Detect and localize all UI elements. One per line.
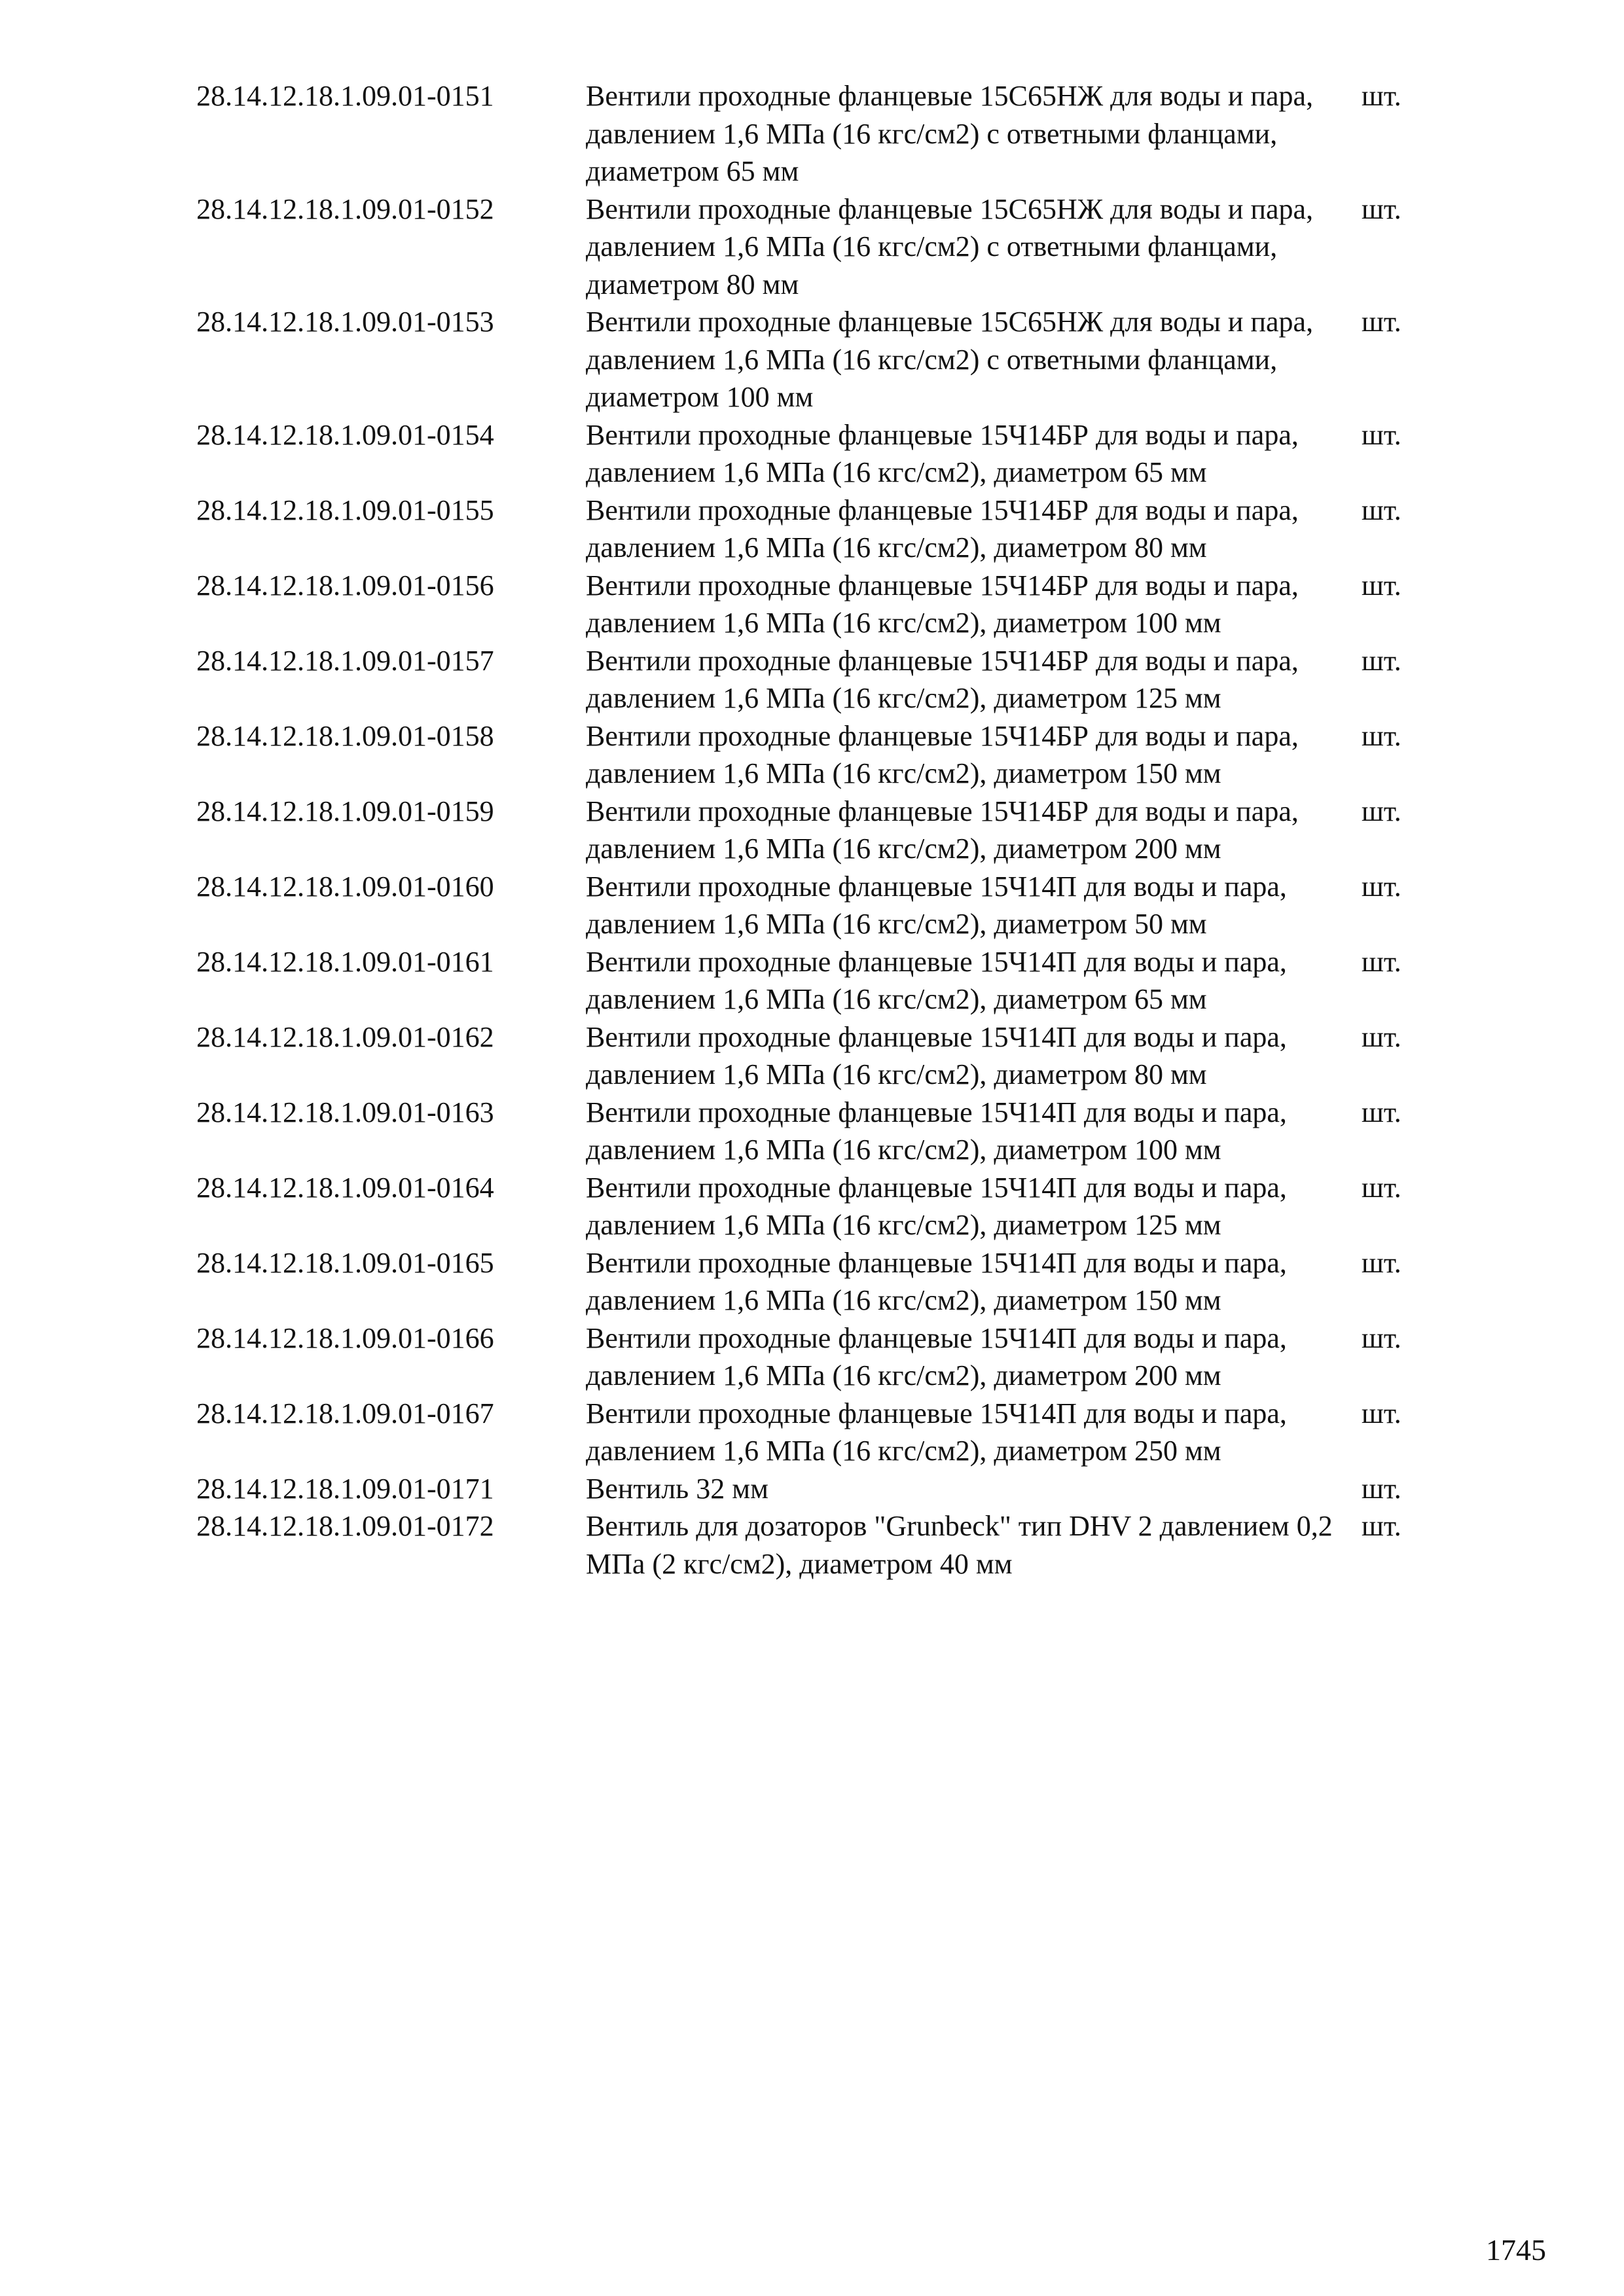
row-unit: шт. bbox=[1362, 1246, 1401, 1279]
catalog-row bbox=[196, 1470, 1440, 1508]
row-unit: шт. bbox=[1362, 1397, 1401, 1429]
row-description: Вентили проходные фланцевые 15Ч14П для воды и пара, давлением 1,6 МПа (16 кгс/см2), диаметром 250 мм bbox=[586, 1397, 1287, 1467]
row-unit: шт. bbox=[1362, 719, 1401, 752]
row-unit: шт. bbox=[1362, 1472, 1401, 1505]
row-code: 28.14.12.18.1.09.01-0154 bbox=[196, 418, 494, 451]
row-unit: шт. bbox=[1362, 306, 1401, 338]
row-description: Вентили проходные фланцевые 15С65НЖ для воды и пара, давлением 1,6 МПа (16 кгс/см2) с ответными фланцами, диаметром 100 мм bbox=[586, 306, 1314, 413]
row-unit: шт. bbox=[1362, 1020, 1401, 1053]
row-description: Вентили проходные фланцевые 15Ч14БР для воды и пара, давлением 1,6 МПа (16 кгс/см2), диаметром 125 мм bbox=[586, 644, 1299, 714]
row-unit: шт. bbox=[1362, 493, 1401, 526]
catalog-row bbox=[196, 868, 1440, 943]
row-unit: шт. bbox=[1362, 192, 1401, 225]
row-unit: шт. bbox=[1362, 870, 1401, 903]
catalog-row bbox=[196, 1094, 1440, 1169]
catalog-row bbox=[196, 1395, 1440, 1470]
catalog-row bbox=[196, 492, 1440, 567]
row-description: Вентили проходные фланцевые 15Ч14П для воды и пара, давлением 1,6 МПа (16 кгс/см2), диаметром 100 мм bbox=[586, 1096, 1287, 1166]
row-description: Вентили проходные фланцевые 15С65НЖ для воды и пара, давлением 1,6 МПа (16 кгс/см2) с ответными фланцами, диаметром 80 мм bbox=[586, 192, 1314, 300]
catalog-row bbox=[196, 1169, 1440, 1244]
row-description: Вентили проходные фланцевые 15Ч14П для воды и пара, давлением 1,6 МПа (16 кгс/см2), диаметром 200 мм bbox=[586, 1321, 1287, 1391]
catalog-row bbox=[196, 943, 1440, 1018]
catalog-row bbox=[196, 642, 1440, 717]
row-description: Вентили проходные фланцевые 15Ч14БР для воды и пара, давлением 1,6 МПа (16 кгс/см2), диаметром 100 мм bbox=[586, 569, 1299, 639]
row-unit: шт. bbox=[1362, 1321, 1401, 1354]
row-code: 28.14.12.18.1.09.01-0167 bbox=[196, 1397, 494, 1429]
row-code: 28.14.12.18.1.09.01-0157 bbox=[196, 644, 494, 677]
row-description: Вентили проходные фланцевые 15Ч14П для воды и пара, давлением 1,6 МПа (16 кгс/см2), диаметром 50 мм bbox=[586, 870, 1287, 940]
catalog-row bbox=[196, 717, 1440, 793]
row-code: 28.14.12.18.1.09.01-0171 bbox=[196, 1472, 494, 1505]
row-code: 28.14.12.18.1.09.01-0160 bbox=[196, 870, 494, 903]
row-code: 28.14.12.18.1.09.01-0162 bbox=[196, 1020, 494, 1053]
row-code: 28.14.12.18.1.09.01-0153 bbox=[196, 306, 494, 338]
catalog-row bbox=[196, 303, 1440, 416]
row-unit: шт. bbox=[1362, 795, 1401, 827]
row-unit: шт. bbox=[1362, 569, 1401, 601]
row-code: 28.14.12.18.1.09.01-0164 bbox=[196, 1171, 494, 1204]
catalog-row bbox=[196, 190, 1440, 304]
resource-catalog-list bbox=[196, 77, 1440, 1583]
row-code: 28.14.12.18.1.09.01-0155 bbox=[196, 493, 494, 526]
row-description: Вентили проходные фланцевые 15Ч14БР для воды и пара, давлением 1,6 МПа (16 кгс/см2), диаметром 80 мм bbox=[586, 493, 1299, 564]
row-code: 28.14.12.18.1.09.01-0156 bbox=[196, 569, 494, 601]
row-code: 28.14.12.18.1.09.01-0166 bbox=[196, 1321, 494, 1354]
row-unit: шт. bbox=[1362, 644, 1401, 677]
row-unit: шт. bbox=[1362, 1510, 1401, 1542]
row-description: Вентили проходные фланцевые 15С65НЖ для воды и пара, давлением 1,6 МПа (16 кгс/см2) с ответными фланцами, диаметром 65 мм bbox=[586, 80, 1314, 187]
catalog-row bbox=[196, 416, 1440, 492]
catalog-row bbox=[196, 1319, 1440, 1395]
row-description: Вентиль 32 мм bbox=[586, 1472, 768, 1505]
row-code: 28.14.12.18.1.09.01-0152 bbox=[196, 192, 494, 225]
row-unit: шт. bbox=[1362, 1096, 1401, 1128]
catalog-row bbox=[196, 1018, 1440, 1094]
row-unit: шт. bbox=[1362, 1171, 1401, 1204]
row-description: Вентили проходные фланцевые 15Ч14П для воды и пара, давлением 1,6 МПа (16 кгс/см2), диаметром 125 мм bbox=[586, 1171, 1287, 1241]
row-description: Вентили проходные фланцевые 15Ч14П для воды и пара, давлением 1,6 МПа (16 кгс/см2), диаметром 150 мм bbox=[586, 1246, 1287, 1316]
row-unit: шт. bbox=[1362, 80, 1401, 112]
row-unit: шт. bbox=[1362, 945, 1401, 978]
row-description: Вентили проходные фланцевые 15Ч14БР для воды и пара, давлением 1,6 МПа (16 кгс/см2), диаметром 150 мм bbox=[586, 719, 1299, 789]
catalog-row bbox=[196, 77, 1440, 190]
row-code: 28.14.12.18.1.09.01-0165 bbox=[196, 1246, 494, 1279]
row-description: Вентили проходные фланцевые 15Ч14П для воды и пара, давлением 1,6 МПа (16 кгс/см2), диаметром 80 мм bbox=[586, 1020, 1287, 1090]
catalog-row bbox=[196, 793, 1440, 868]
row-code: 28.14.12.18.1.09.01-0163 bbox=[196, 1096, 494, 1128]
catalog-row bbox=[196, 567, 1440, 642]
catalog-row bbox=[196, 1244, 1440, 1319]
catalog-row bbox=[196, 1507, 1440, 1583]
row-code: 28.14.12.18.1.09.01-0161 bbox=[196, 945, 494, 978]
row-description: Вентили проходные фланцевые 15Ч14БР для воды и пара, давлением 1,6 МПа (16 кгс/см2), диаметром 200 мм bbox=[586, 795, 1299, 865]
row-description: Вентиль для дозаторов "Grunbeck" тип DHV 2 давлением 0,2 МПа (2 кгс/см2), диаметром 40 мм bbox=[586, 1510, 1333, 1580]
row-code: 28.14.12.18.1.09.01-0158 bbox=[196, 719, 494, 752]
row-description: Вентили проходные фланцевые 15Ч14П для воды и пара, давлением 1,6 МПа (16 кгс/см2), диаметром 65 мм bbox=[586, 945, 1287, 1015]
row-description: Вентили проходные фланцевые 15Ч14БР для воды и пара, давлением 1,6 МПа (16 кгс/см2), диаметром 65 мм bbox=[586, 418, 1299, 488]
row-code: 28.14.12.18.1.09.01-0159 bbox=[196, 795, 494, 827]
row-code: 28.14.12.18.1.09.01-0172 bbox=[196, 1510, 494, 1542]
row-code: 28.14.12.18.1.09.01-0151 bbox=[196, 80, 494, 112]
row-unit: шт. bbox=[1362, 418, 1401, 451]
page-number: 1745 bbox=[1486, 2233, 1546, 2267]
